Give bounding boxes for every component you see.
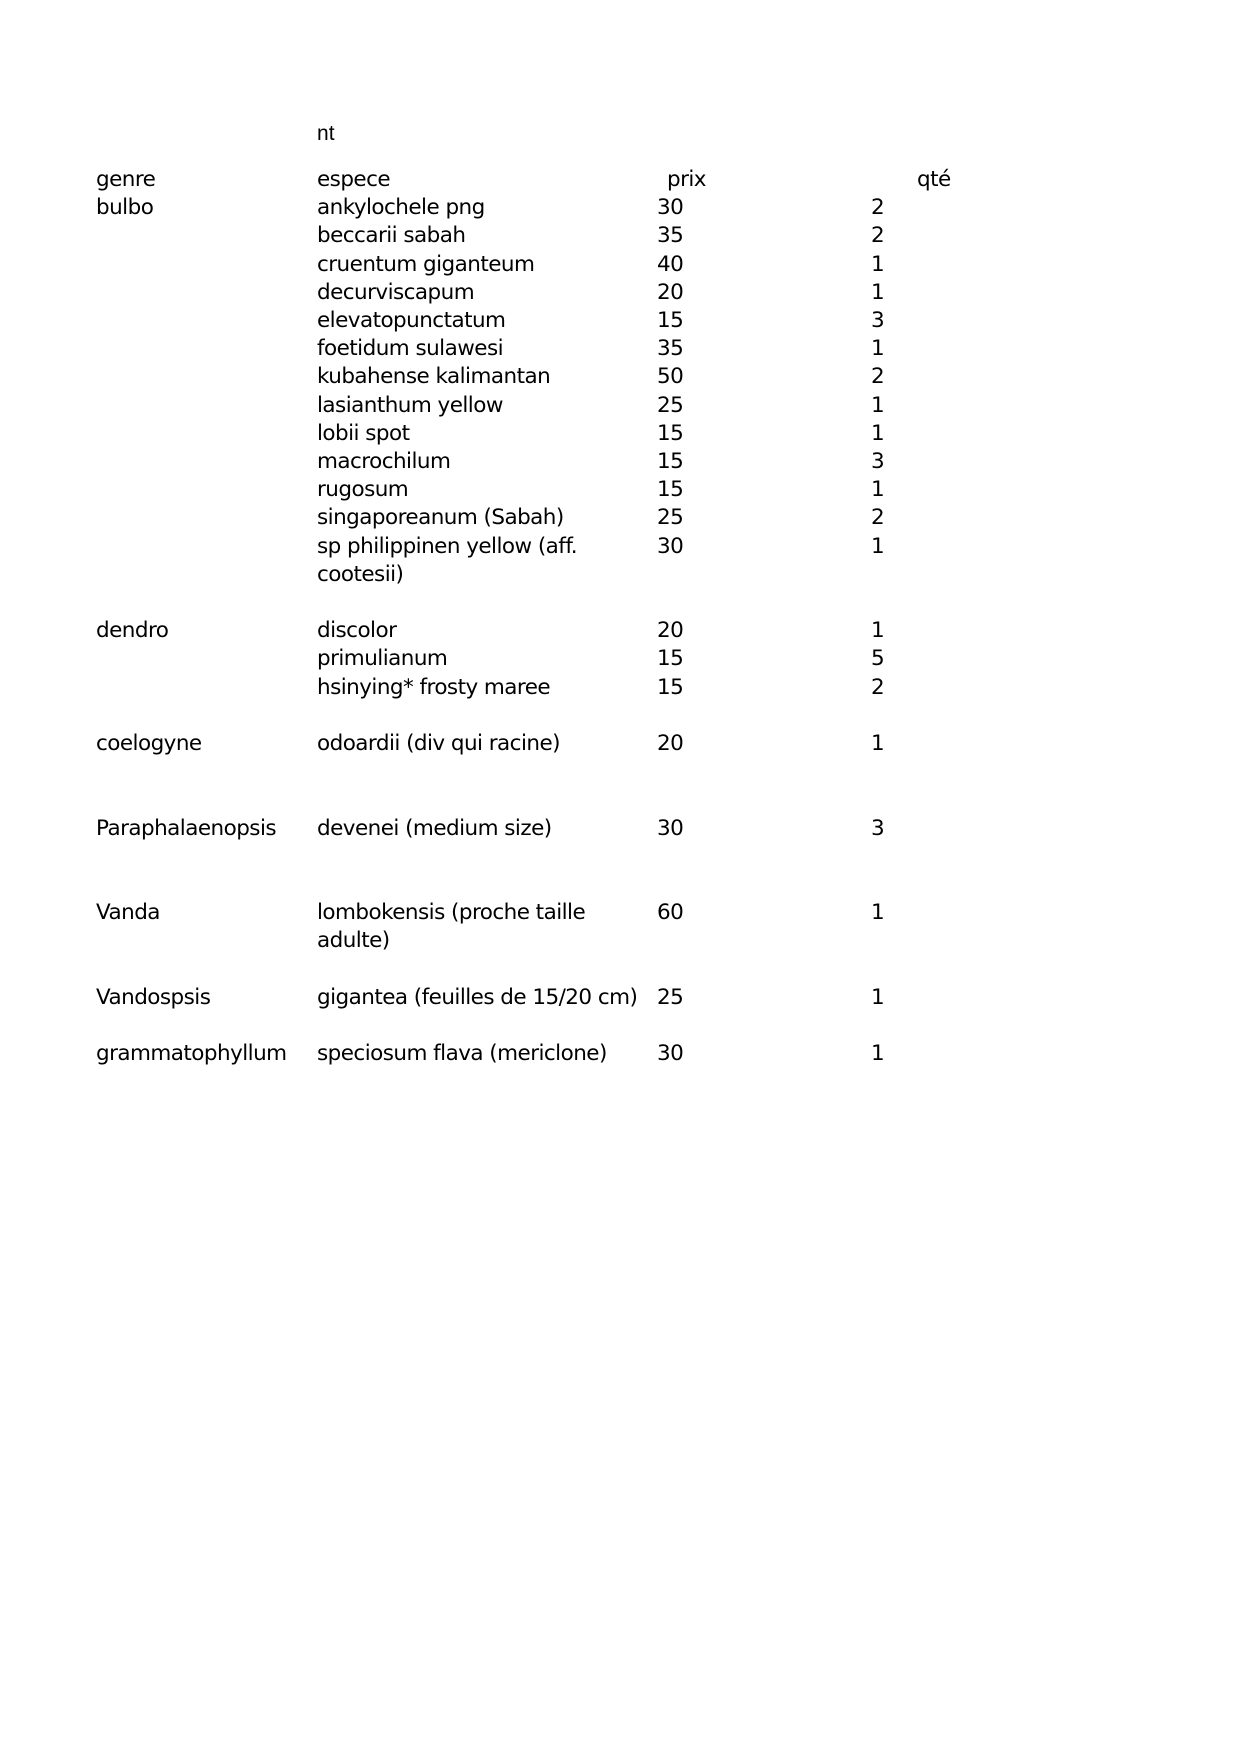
cell-prix: 25	[657, 392, 684, 418]
group-spacer-row	[96, 956, 1146, 984]
table-row	[96, 194, 1146, 222]
cell-trailing-spacer	[971, 504, 1146, 532]
cell-espece: gigantea (feuilles de 15/20 cm)	[317, 984, 638, 1010]
cell-espece: discolor	[317, 618, 397, 644]
table-row	[96, 335, 1146, 363]
column-header-qte: qté	[917, 167, 951, 192]
cell-genre	[96, 533, 317, 589]
cell-trailing-spacer	[971, 420, 1146, 448]
spacer-cell	[317, 758, 657, 814]
cell-trailing-spacer	[971, 899, 1146, 955]
spacer-cell	[96, 956, 317, 984]
cell-trailing-spacer	[971, 476, 1146, 504]
cell-trailing-spacer	[971, 815, 1146, 843]
table-row	[96, 815, 1146, 843]
spacer-cell	[96, 843, 317, 899]
cell-qte: 1	[871, 533, 885, 559]
cell-prix: 15	[657, 477, 684, 503]
cell-genre	[96, 307, 317, 335]
cell-espece: primulianum	[317, 646, 448, 672]
cell-espece: cruentum giganteum	[317, 251, 535, 277]
cell-genre	[96, 251, 317, 279]
cell-trailing-spacer	[971, 617, 1146, 645]
cell-espece: ankylochele png	[317, 195, 485, 221]
cell-qte: 1	[871, 392, 885, 418]
cell-espece: beccarii sabah	[317, 223, 466, 249]
cell-genre: Vanda	[96, 900, 160, 926]
cell-trailing-spacer	[971, 730, 1146, 758]
table-row	[96, 279, 1146, 307]
table-row	[96, 1040, 1146, 1068]
group-spacer-row	[96, 589, 1146, 617]
cell-qte: 1	[871, 251, 885, 277]
table-row	[96, 899, 1146, 955]
cell-espece: lombokensis (proche taille adulte)	[317, 900, 586, 954]
spacer-cell	[96, 589, 317, 617]
cell-prix: 30	[657, 195, 684, 221]
cell-prix: 40	[657, 251, 684, 277]
cell-espece: foetidum sulawesi	[317, 336, 504, 362]
cell-trailing-spacer	[971, 1040, 1146, 1068]
cell-qte: 1	[871, 618, 885, 644]
spacer-cell	[317, 1012, 657, 1040]
column-header-espece: espece	[317, 167, 391, 192]
cell-espece: decurviscapum	[317, 279, 475, 305]
spacer-cell	[971, 758, 1146, 814]
cell-genre: Paraphalaenopsis	[96, 815, 277, 841]
cell-espece: sp philippinen yellow (aff. cootesii)	[317, 533, 578, 587]
cell-qte: 1	[871, 731, 885, 757]
cell-trailing-spacer	[971, 279, 1146, 307]
table-row	[96, 504, 1146, 532]
spacer-cell	[971, 589, 1146, 617]
cell-prix: 20	[657, 279, 684, 305]
cell-trailing-spacer	[971, 363, 1146, 391]
spacer-cell	[871, 702, 971, 730]
cell-qte: 2	[871, 223, 885, 249]
cell-prix: 30	[657, 815, 684, 841]
table-row	[96, 476, 1146, 504]
cell-genre	[96, 476, 317, 504]
cell-trailing-spacer	[971, 533, 1146, 589]
cell-prix: 15	[657, 449, 684, 475]
cell-espece: hsinying* frosty maree	[317, 674, 551, 700]
table-row	[96, 363, 1146, 391]
cell-qte: 1	[871, 336, 885, 362]
cell-prix: 15	[657, 308, 684, 334]
cell-genre: grammatophyllum	[96, 1041, 287, 1067]
cell-trailing-spacer	[971, 448, 1146, 476]
cell-prix: 15	[657, 420, 684, 446]
cell-qte: 2	[871, 674, 885, 700]
cell-qte: 1	[871, 1041, 885, 1067]
group-spacer-row	[96, 758, 1146, 814]
table-row	[96, 448, 1146, 476]
cell-espece: lasianthum yellow	[317, 392, 503, 418]
cell-trailing-spacer	[971, 194, 1146, 222]
cell-espece: devenei (medium size)	[317, 815, 552, 841]
spacer-cell	[317, 843, 657, 899]
spacer-cell	[871, 589, 971, 617]
group-spacer-row	[96, 843, 1146, 899]
cell-espece: singaporeanum (Sabah)	[317, 505, 564, 531]
cell-trailing-spacer	[971, 307, 1146, 335]
cell-genre	[96, 335, 317, 363]
cell-genre	[96, 504, 317, 532]
spacer-cell	[871, 956, 971, 984]
table-row	[96, 420, 1146, 448]
cell-trailing-spacer	[971, 335, 1146, 363]
column-header-spacer	[971, 166, 1146, 194]
cell-qte: 3	[871, 449, 885, 475]
cell-trailing-spacer	[971, 674, 1146, 702]
cell-genre	[96, 363, 317, 391]
cell-trailing-spacer	[971, 392, 1146, 420]
spacer-cell	[971, 956, 1146, 984]
spacer-cell	[657, 1012, 871, 1040]
cell-prix: 30	[657, 533, 684, 559]
cell-qte: 1	[871, 900, 885, 926]
cell-genre	[96, 392, 317, 420]
cell-prix: 15	[657, 674, 684, 700]
spacer-cell	[317, 589, 657, 617]
cell-prix: 60	[657, 900, 684, 926]
cell-qte: 1	[871, 984, 885, 1010]
cell-trailing-spacer	[971, 984, 1146, 1012]
spacer-cell	[317, 956, 657, 984]
cell-prix: 50	[657, 364, 684, 390]
table-header-row	[96, 166, 1146, 194]
spacer-cell	[96, 1012, 317, 1040]
table-row	[96, 645, 1146, 673]
table-row	[96, 730, 1146, 758]
spacer-cell	[871, 1012, 971, 1040]
spacer-cell	[96, 702, 317, 730]
cell-genre: dendro	[96, 618, 169, 644]
cell-qte: 1	[871, 279, 885, 305]
cell-trailing-spacer	[971, 251, 1146, 279]
spacer-cell	[657, 758, 871, 814]
table-row	[96, 984, 1146, 1012]
cell-prix: 25	[657, 984, 684, 1010]
cell-qte: 2	[871, 195, 885, 221]
column-header-genre: genre	[96, 167, 156, 192]
table-row	[96, 533, 1146, 589]
cell-prix: 35	[657, 336, 684, 362]
group-spacer-row	[96, 702, 1146, 730]
spacer-cell	[657, 589, 871, 617]
cell-qte: 5	[871, 646, 885, 672]
column-header-prix: prix	[667, 167, 706, 192]
cell-espece: macrochilum	[317, 449, 451, 475]
table-row	[96, 674, 1146, 702]
cell-prix: 20	[657, 618, 684, 644]
cell-qte: 3	[871, 308, 885, 334]
cell-prix: 15	[657, 646, 684, 672]
cell-qte: 3	[871, 815, 885, 841]
spacer-cell	[96, 758, 317, 814]
spacer-cell	[317, 702, 657, 730]
cell-genre	[96, 279, 317, 307]
spacer-cell	[871, 758, 971, 814]
cell-espece: elevatopunctatum	[317, 308, 506, 334]
table-row	[96, 307, 1146, 335]
cell-prix: 20	[657, 731, 684, 757]
table-row	[96, 251, 1146, 279]
cell-genre	[96, 420, 317, 448]
cell-prix: 30	[657, 1041, 684, 1067]
cell-trailing-spacer	[971, 645, 1146, 673]
cell-prix: 35	[657, 223, 684, 249]
cell-espece: odoardii (div qui racine)	[317, 731, 560, 757]
cell-genre: coelogyne	[96, 731, 202, 757]
cell-qte: 1	[871, 477, 885, 503]
cell-qte: 2	[871, 364, 885, 390]
cell-genre	[96, 674, 317, 702]
cell-genre	[96, 645, 317, 673]
cell-prix: 25	[657, 505, 684, 531]
spacer-cell	[657, 956, 871, 984]
cell-espece: speciosum flava (mericlone)	[317, 1041, 607, 1067]
spacer-cell	[971, 843, 1146, 899]
cell-genre	[96, 448, 317, 476]
group-spacer-row	[96, 1012, 1146, 1040]
cell-qte: 2	[871, 505, 885, 531]
cell-qte: 1	[871, 420, 885, 446]
spacer-cell	[971, 1012, 1146, 1040]
orchid-listing-table	[96, 166, 1146, 1068]
document-body	[96, 120, 1146, 1068]
cell-genre: bulbo	[96, 195, 154, 221]
cell-genre: Vandospsis	[96, 984, 211, 1010]
note-text: nt	[317, 122, 335, 145]
cell-espece: rugosum	[317, 477, 409, 503]
cell-trailing-spacer	[971, 222, 1146, 250]
table-row	[96, 222, 1146, 250]
listing-body	[96, 166, 1146, 1068]
spacer-cell	[871, 843, 971, 899]
spacer-cell	[657, 702, 871, 730]
cell-genre	[96, 222, 317, 250]
spacer-cell	[657, 843, 871, 899]
cell-espece: kubahense kalimantan	[317, 364, 551, 390]
spacer-cell	[971, 702, 1146, 730]
table-row	[96, 392, 1146, 420]
table-row	[96, 617, 1146, 645]
cell-espece: lobii spot	[317, 420, 410, 446]
